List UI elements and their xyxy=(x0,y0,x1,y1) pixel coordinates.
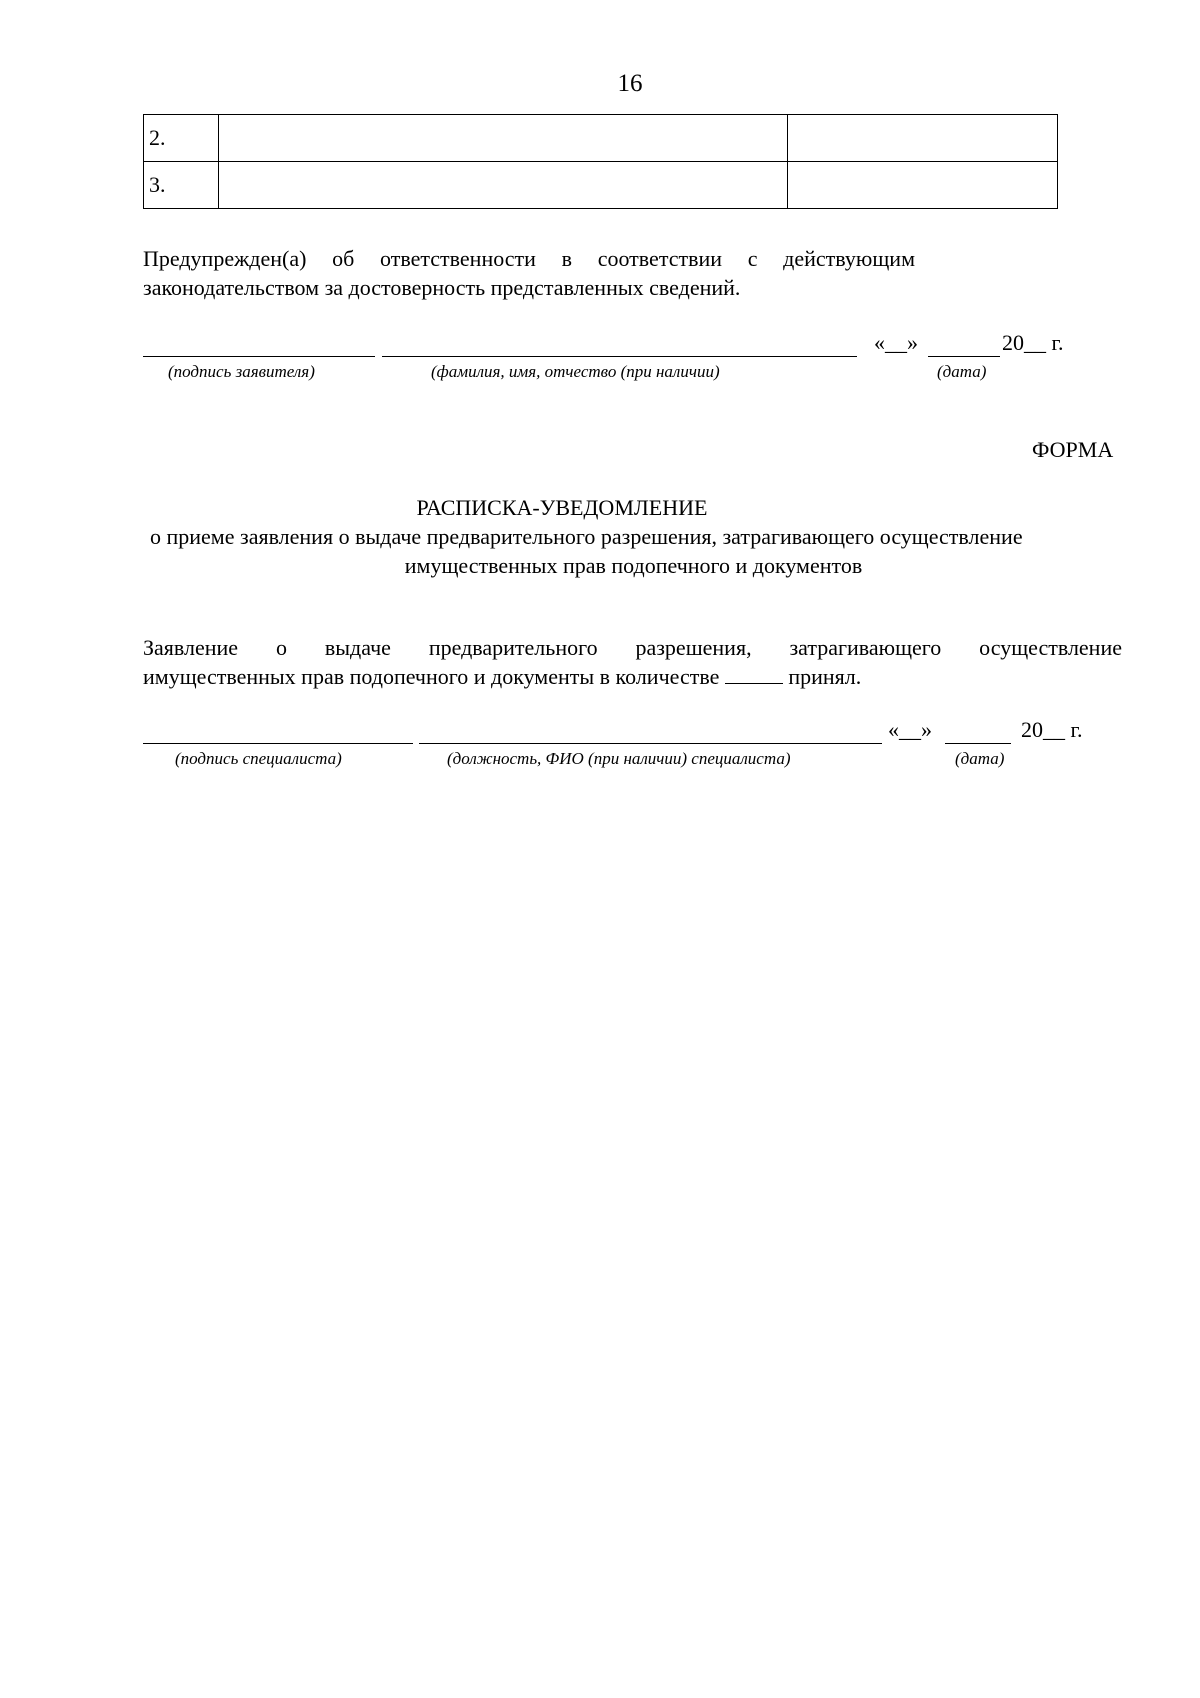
receipt-body-accepted: принял. xyxy=(788,664,862,689)
caption-specialist-signature: (подпись специалиста) xyxy=(175,749,342,768)
table-cell xyxy=(219,162,788,209)
caption-specialist-date: (дата) xyxy=(955,749,1005,768)
caption-specialist-position: (должность, ФИО (при наличии) специалиста) xyxy=(447,749,791,768)
specialist-date-day: «__» xyxy=(888,717,932,742)
table-row xyxy=(144,162,1058,209)
table-cell xyxy=(219,115,788,162)
caption-applicant-date: (дата) xyxy=(937,362,987,381)
specialist-date-month-line xyxy=(945,743,1011,744)
specialist-date-year: 20__ г. xyxy=(1021,717,1083,742)
applicant-date-month-line xyxy=(928,356,1000,357)
applicant-name-line xyxy=(382,356,857,357)
table-cell xyxy=(788,115,1058,162)
document-count-blank xyxy=(725,665,783,684)
receipt-body-text: имущественных прав подопечного и документы в количестве xyxy=(143,664,720,689)
warning-line-1: Предупрежден(а) об ответственности в соответствии с действующим xyxy=(143,246,915,271)
receipt-title: РАСПИСКА-УВЕДОМЛЕНИЕ xyxy=(416,495,708,520)
receipt-body-line-1: Заявление о выдаче предварительного разрешения, затрагивающего осуществление xyxy=(143,635,1122,660)
receipt-body-line-2 xyxy=(143,664,861,690)
form-label: ФОРМА xyxy=(1032,437,1114,462)
receipt-subtitle-line-2: имущественных прав подопечного и документов xyxy=(404,553,863,578)
caption-applicant-signature: (подпись заявителя) xyxy=(168,362,315,381)
receipt-subtitle-line-1: о приеме заявления о выдаче предварительного разрешения, затрагивающего осуществление xyxy=(150,524,1023,549)
applicant-signature-line xyxy=(143,356,375,357)
applicant-date-year: 20__ г. xyxy=(1002,330,1064,355)
table-cell-num: 2. xyxy=(144,115,219,162)
specialist-signature-line xyxy=(143,743,413,744)
table-cell xyxy=(788,162,1058,209)
page-number: 16 xyxy=(617,70,643,97)
table-cell-num: 3. xyxy=(144,162,219,209)
table-row xyxy=(144,115,1058,162)
warning-line-2: законодательством за достоверность представленных сведений. xyxy=(143,275,741,300)
specialist-position-line xyxy=(419,743,882,744)
caption-applicant-name: (фамилия, имя, отчество (при наличии) xyxy=(431,362,720,381)
applicant-date-day: «__» xyxy=(874,330,918,355)
items-table xyxy=(143,114,1058,209)
